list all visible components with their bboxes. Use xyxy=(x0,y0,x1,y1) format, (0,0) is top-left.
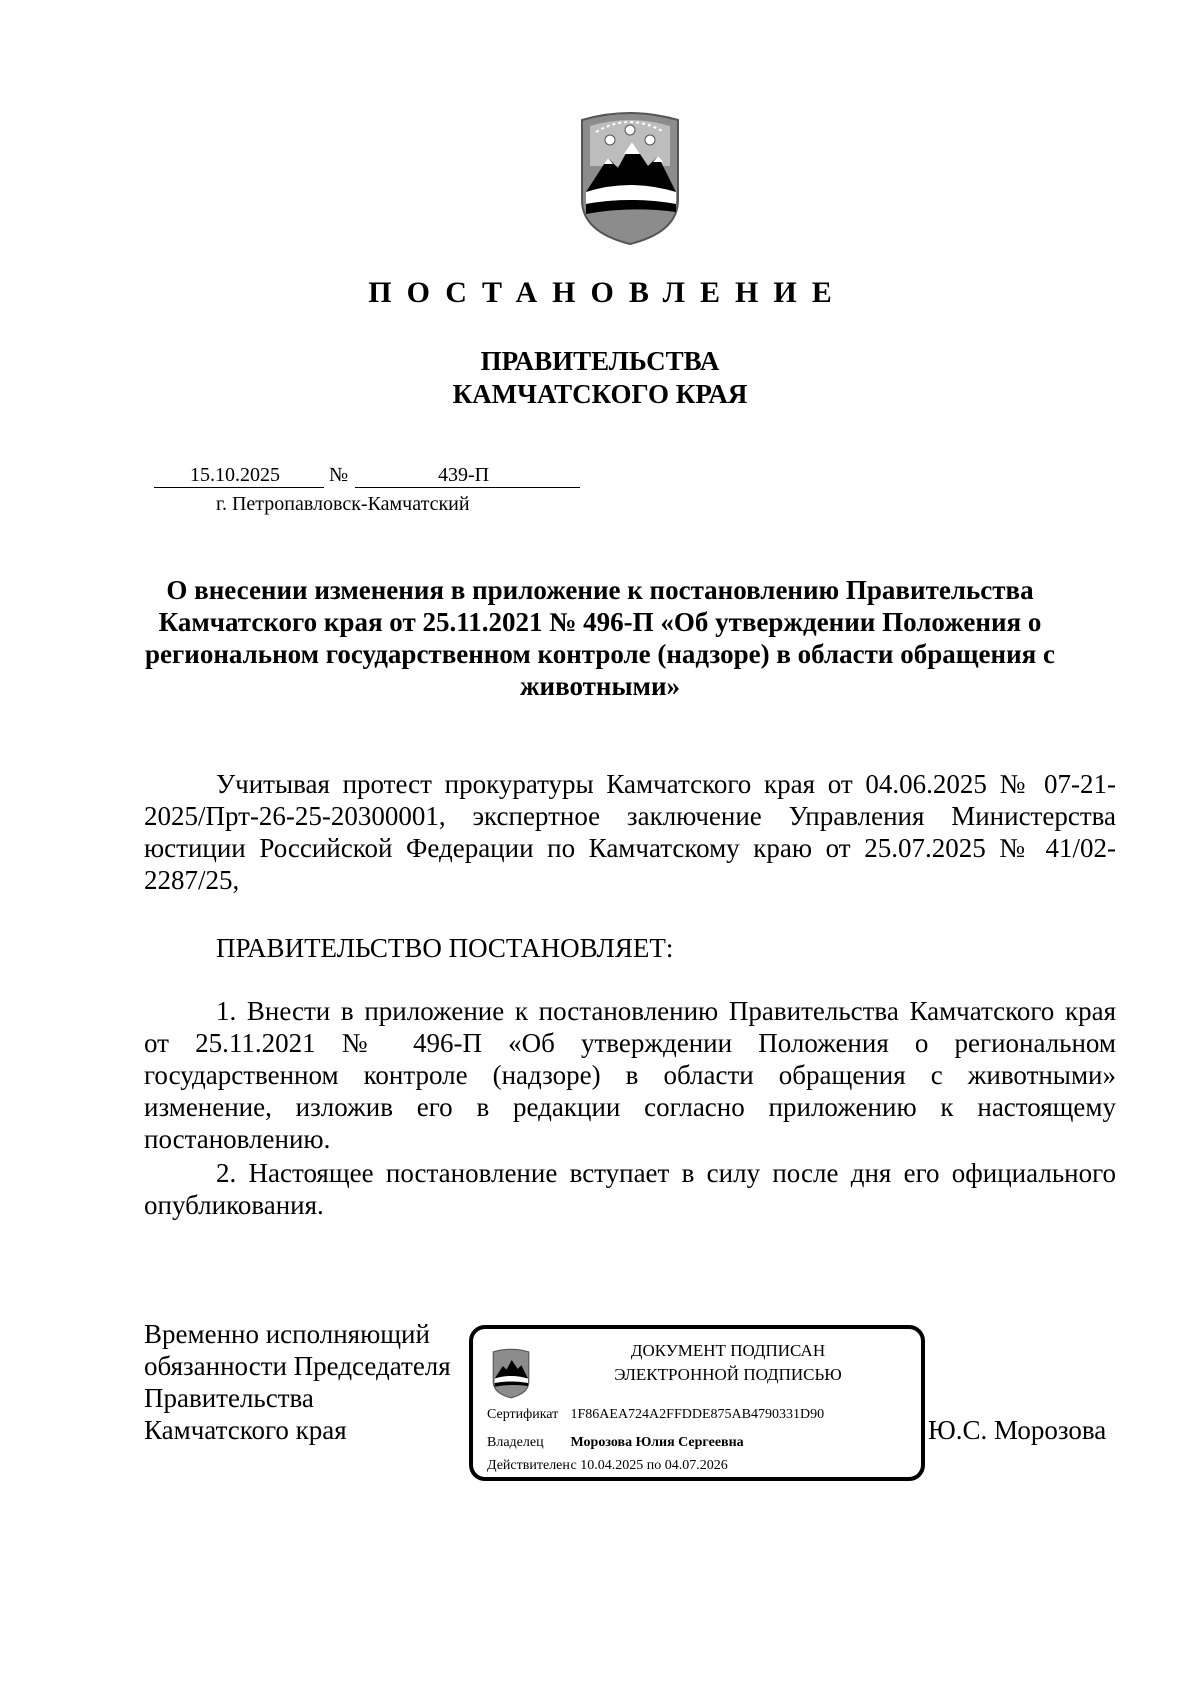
stamp-title-line-2: ЭЛЕКТРОННОЙ ПОДПИСЬЮ xyxy=(614,1365,842,1384)
org-line-2: КАМЧАТСКОГО КРАЯ xyxy=(452,379,748,409)
document-type-title: ПОСТАНОВЛЕНИЕ xyxy=(368,276,847,309)
date-underline xyxy=(154,487,324,488)
stamp-owner-row xyxy=(487,1434,744,1452)
issuing-organization xyxy=(0,345,1200,411)
certificate-label: Сертификат xyxy=(487,1407,559,1422)
stamp-coat-of-arms-icon xyxy=(491,1347,531,1399)
document-number: 439-П xyxy=(438,464,490,486)
decree-statement: ПРАВИТЕЛЬСТВО ПОСТАНОВЛЯЕТ: xyxy=(216,933,674,963)
document-city: г. Петропавловск-Камчатский xyxy=(216,493,470,515)
signer-position-line: обязанности Председателя xyxy=(144,1351,451,1381)
number-underline xyxy=(355,487,580,488)
signer-position-line: Правительства xyxy=(144,1383,314,1413)
document-date: 15.10.2025 xyxy=(190,464,280,486)
signer-position xyxy=(144,1318,451,1446)
signer-name: Ю.С. Морозова xyxy=(928,1415,1107,1445)
validity-label: Действителен xyxy=(487,1458,570,1473)
stamp-validity-row xyxy=(487,1457,728,1475)
stamp-title-line-1: ДОКУМЕНТ ПОДПИСАН xyxy=(630,1341,826,1360)
certificate-value: 1F86AEA724A2FFDDE875AB4790331D90 xyxy=(570,1407,825,1422)
preamble-paragraph: Учитывая протест прокуратуры Камчатского края от 04.06.2025 № 07-21-2025/Прт-26-25-20300001, экспертное заключение Управления Министерства юстиции Российской Федерации по Камчатскому краю от 25.07.2025 № 41/02-2287/25, xyxy=(144,769,1116,895)
signer-position-line: Камчатского края xyxy=(144,1415,347,1445)
electronic-signature-stamp xyxy=(469,1325,925,1481)
document-subject: О внесении изменения в приложение к постановлению Правительства Камчатского края от 25.11.2021 № 496-П «Об утверждении Положения о региональном государственном контроле (надзоре) в области обращения с животными» xyxy=(145,575,1055,701)
coat-of-arms-icon xyxy=(576,108,684,246)
owner-value: Морозова Юлия Сергеевна xyxy=(570,1435,744,1450)
org-line-1: ПРАВИТЕЛЬСТВА xyxy=(480,346,720,376)
item-2-paragraph: 2. Настоящее постановление вступает в силу после дня его официального опубликования. xyxy=(144,1158,1116,1220)
owner-label: Владелец xyxy=(487,1435,544,1450)
number-label: № xyxy=(329,464,349,486)
signer-position-line: Временно исполняющий xyxy=(144,1319,430,1349)
stamp-certificate-row xyxy=(487,1406,824,1424)
validity-value: с 10.04.2025 по 04.07.2026 xyxy=(570,1458,728,1473)
item-1-paragraph: 1. Внести в приложение к постановлению Правительства Камчатского края от 25.11.2021 № 496-П «Об утверждении Положения о региональном государственном контроле (надзоре) в области обращения с животными» изменение, изложив его в редакции согласно приложению к настоящему постановлению. xyxy=(144,996,1116,1154)
